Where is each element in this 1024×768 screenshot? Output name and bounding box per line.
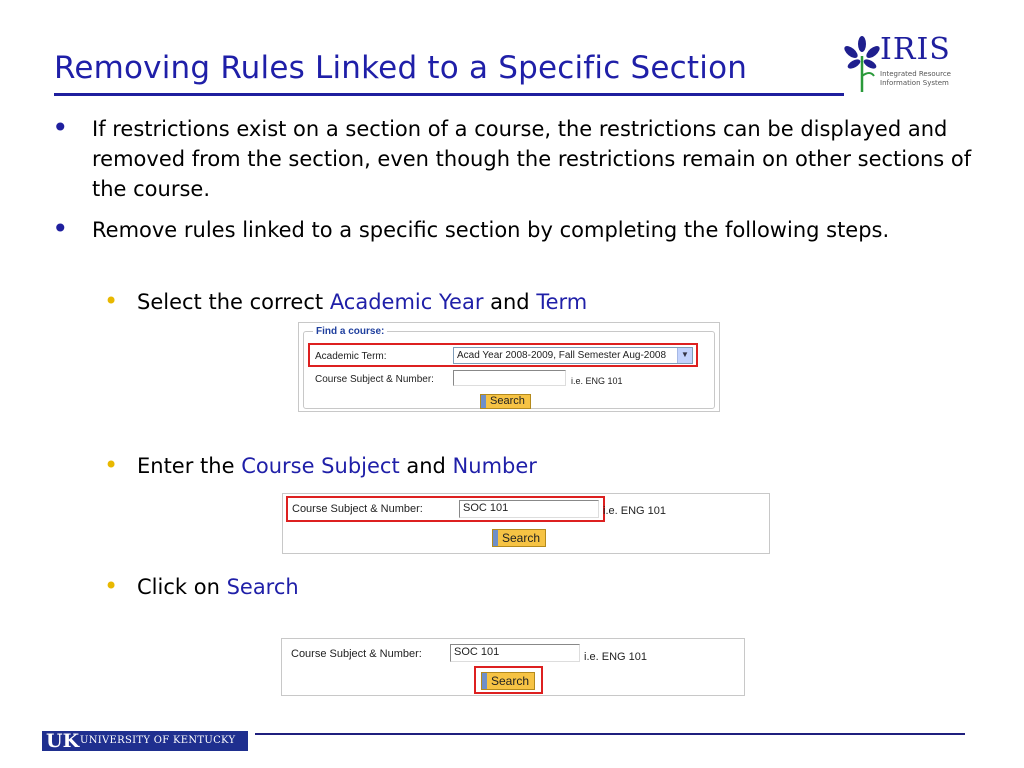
logo-subtitle — [880, 70, 960, 88]
step-highlight: Term — [536, 290, 588, 314]
step-text: Click on — [137, 575, 227, 599]
bullet-text-1: If restrictions exist on a section of a course, the restrictions can be displayed and removed from the section, even though the restrictions remain on other sections of the course. — [92, 117, 972, 201]
step-text: Enter the — [137, 454, 242, 478]
step-2-text — [137, 451, 537, 481]
find-course-legend: Find a course: — [313, 326, 387, 337]
academic-term-label: Academic Term: — [315, 351, 387, 362]
step-highlight: Academic Year — [329, 290, 484, 314]
step-text: Select the correct — [137, 290, 330, 314]
logo-subtitle-line1: Integrated Resource — [880, 70, 951, 78]
step-text: and — [483, 290, 537, 314]
sub-bullet-dot: • — [104, 451, 119, 479]
course-subject-input[interactable] — [453, 370, 566, 386]
title-underline — [54, 93, 844, 96]
step-highlight: Search — [226, 575, 299, 599]
goldenrod-flower-icon — [842, 36, 882, 94]
course-hint: i.e. ENG 101 — [603, 505, 666, 517]
step-3-text — [137, 572, 299, 602]
search-button[interactable]: Search — [480, 394, 531, 409]
iris-logo — [842, 32, 952, 96]
chevron-down-icon[interactable]: ▼ — [677, 348, 692, 363]
course-subject-label: Course Subject & Number: — [315, 374, 434, 385]
step-highlight: Number — [452, 454, 537, 478]
bullet-dot: • — [52, 111, 69, 144]
step-1-text — [137, 287, 587, 317]
academic-term-select[interactable] — [453, 347, 693, 364]
course-hint: i.e. ENG 101 — [571, 376, 623, 386]
logo-subtitle-line2: Information System — [880, 79, 949, 87]
slide-title: Removing Rules Linked to a Specific Section — [54, 50, 748, 86]
bullet-dot: • — [52, 212, 69, 245]
search-button[interactable]: Search — [492, 529, 546, 547]
course-subject-input[interactable]: SOC 101 — [459, 500, 599, 518]
search-button[interactable]: Search — [481, 672, 535, 690]
academic-term-value: Acad Year 2008-2009, Fall Semester Aug-2008 — [457, 350, 667, 361]
university-of-kentucky-logo — [42, 731, 248, 751]
uk-monogram: UK — [46, 730, 80, 752]
step-highlight: Course Subject — [241, 454, 400, 478]
course-subject-input[interactable]: SOC 101 — [450, 644, 580, 662]
course-subject-label: Course Subject & Number: — [292, 503, 423, 515]
sub-bullet-dot: • — [104, 287, 119, 315]
footer-rule — [255, 733, 965, 735]
course-hint: i.e. ENG 101 — [584, 651, 647, 663]
bullet-text-2: Remove rules linked to a specific section by completing the following steps. — [92, 218, 890, 242]
course-search-panel-2 — [281, 638, 745, 696]
find-course-panel — [298, 322, 720, 412]
course-subject-label: Course Subject & Number: — [291, 648, 422, 660]
university-name: UNIVERSITY OF KENTUCKY — [80, 735, 236, 746]
course-search-panel — [282, 493, 770, 554]
logo-wordmark: IRIS — [880, 32, 951, 67]
step-text: and — [399, 454, 453, 478]
sub-bullet-dot: • — [104, 572, 119, 600]
